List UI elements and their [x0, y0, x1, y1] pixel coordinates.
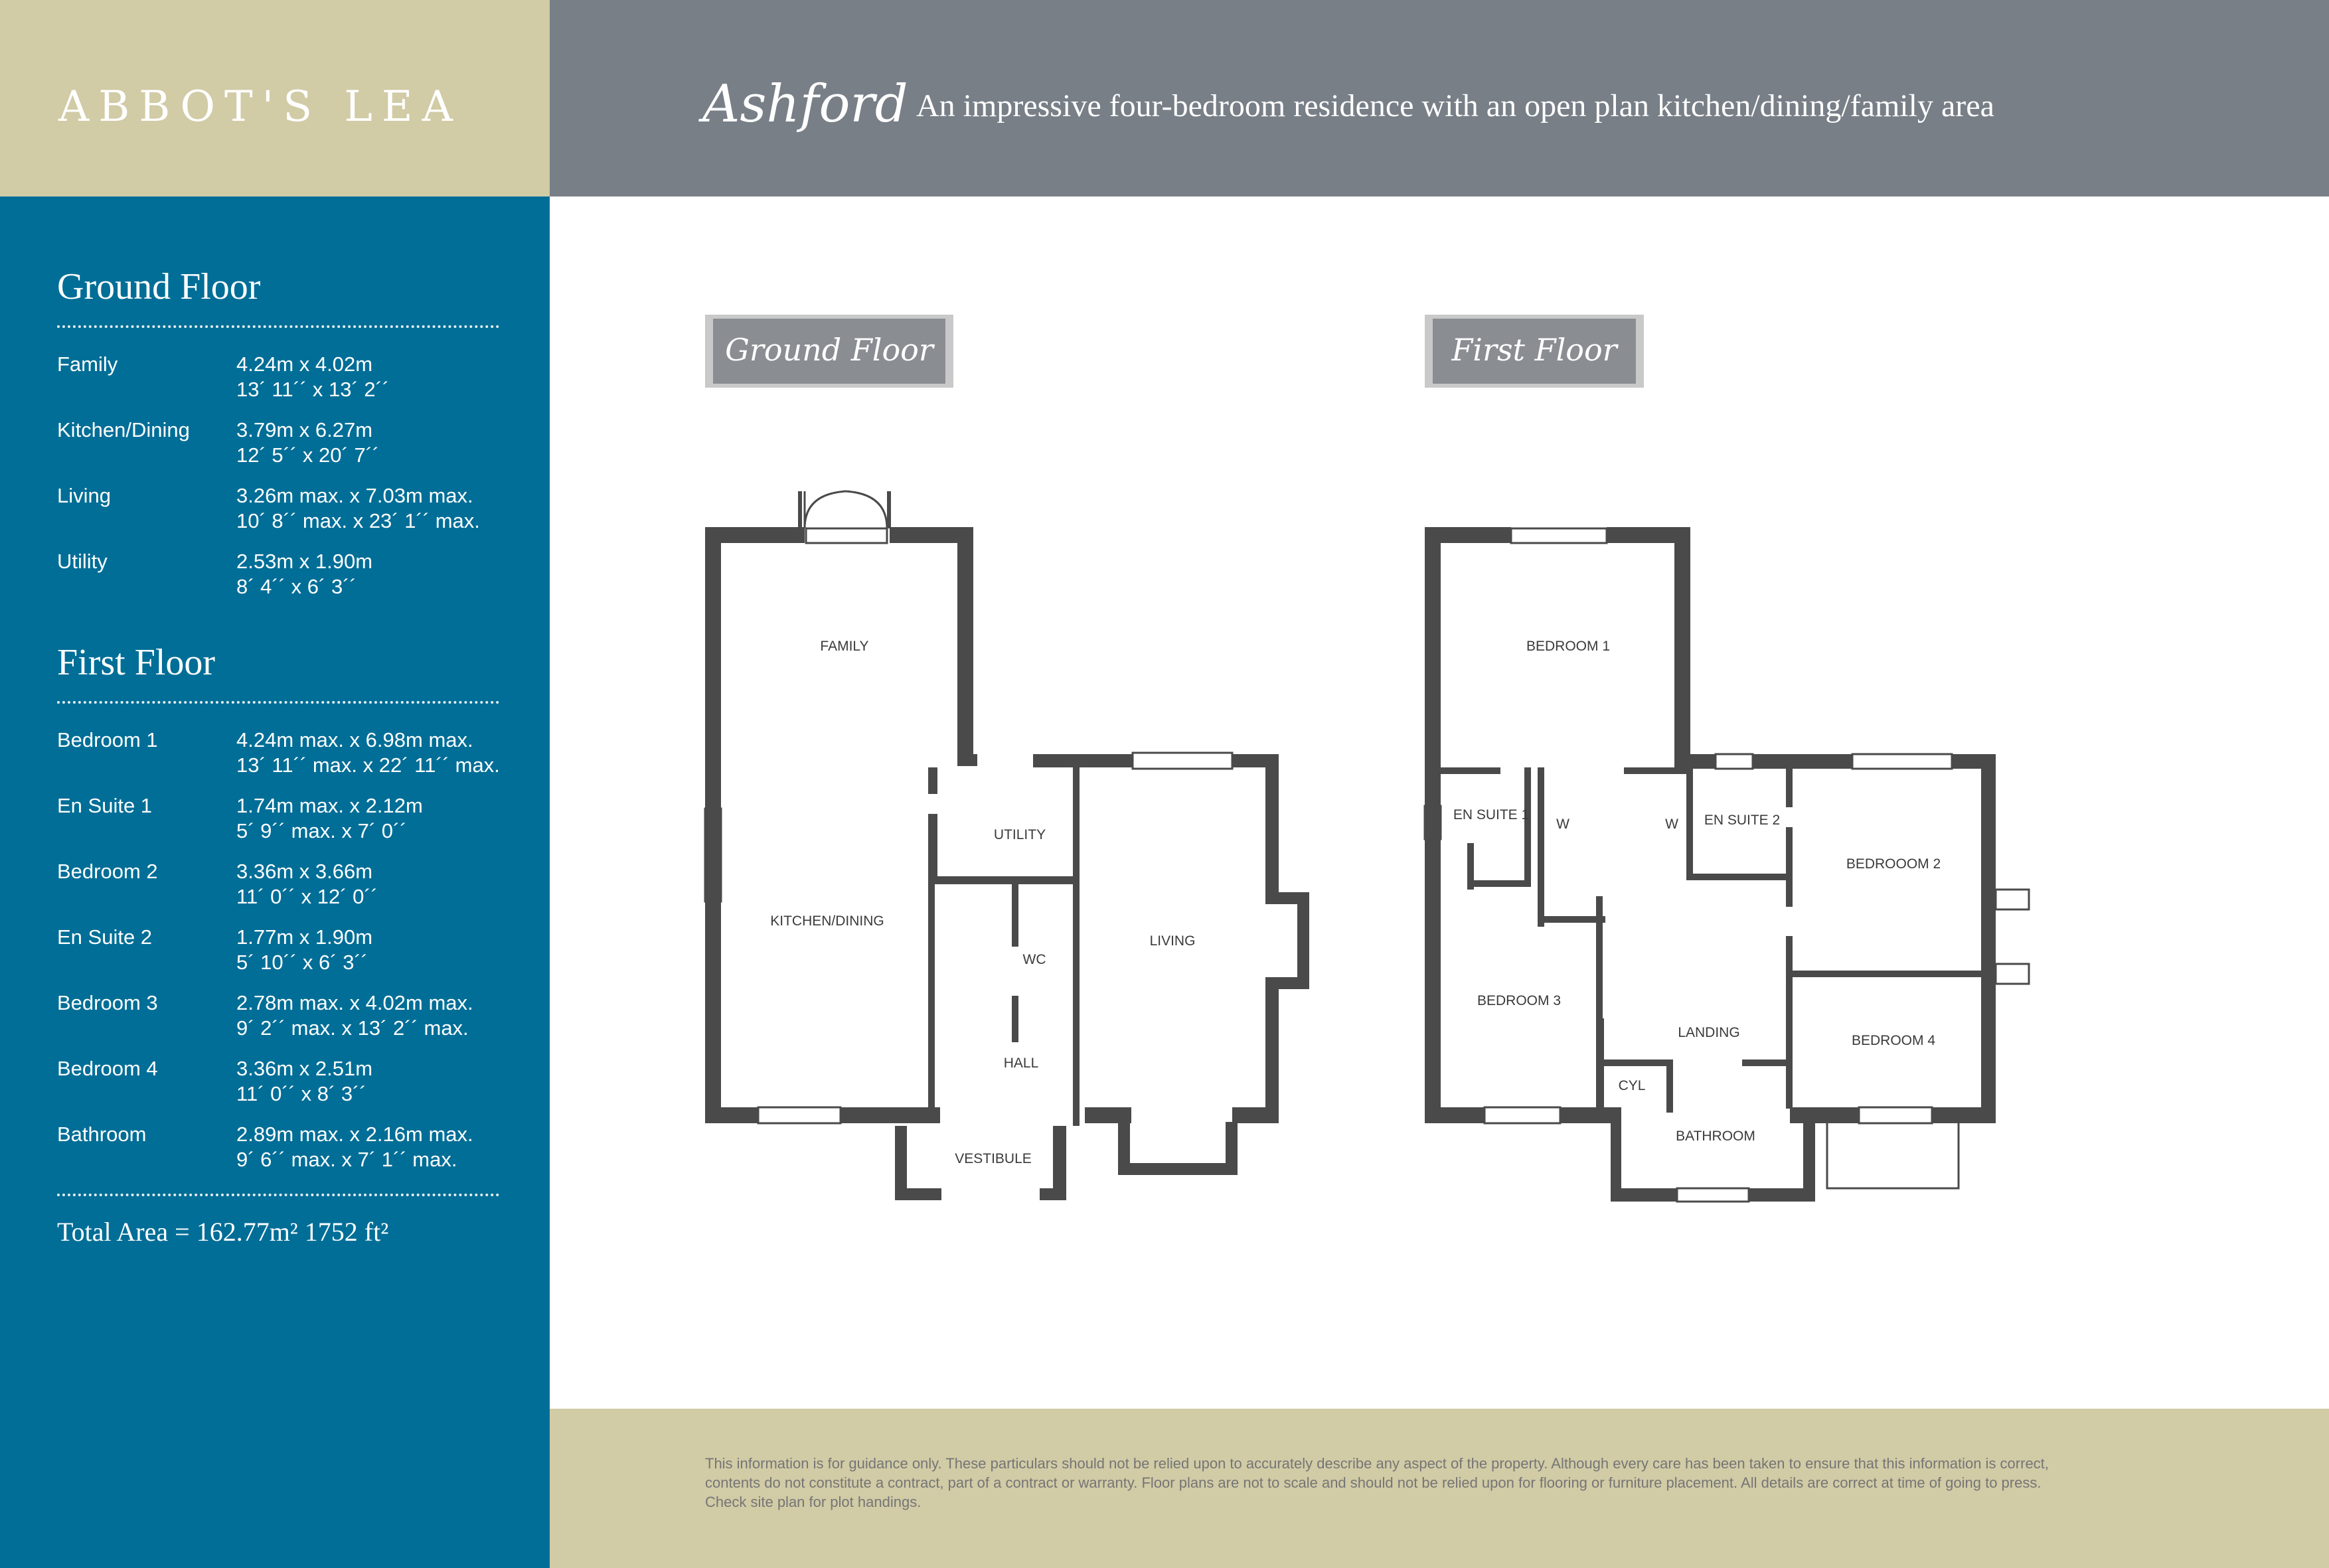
first-floor-tag — [1425, 315, 1644, 388]
room-name: Utility — [57, 550, 108, 573]
room-imperial: 12´ 5´´ x 20´ 7´´ — [236, 443, 380, 467]
room-label-en-suite-1: EN SUITE 1 — [1453, 807, 1530, 823]
first-floor-heading: First Floor — [57, 642, 216, 683]
room-label-bathroom: BATHROOM — [1676, 1129, 1755, 1144]
room-name: Bedroom 1 — [57, 728, 158, 751]
total-area: Total Area = 162.77m² 1752 ft² — [57, 1217, 389, 1247]
room-imperial: 13´ 11´´ max. x 22´ 11´´ max. — [236, 753, 500, 777]
room-imperial: 11´ 0´´ x 8´ 3´´ — [236, 1082, 366, 1105]
house-description: An impressive four-bedroom residence with an open plan kitchen/dining/family area — [916, 88, 1994, 123]
room-metric: 3.36m x 2.51m — [236, 1057, 373, 1080]
room-label-utility: UTILITY — [993, 827, 1046, 842]
room-imperial: 5´ 9´´ max. x 7´ 0´´ — [236, 819, 407, 842]
room-name: Bathroom — [57, 1123, 147, 1146]
ground-floor-plan — [705, 491, 1309, 1200]
room-name: Bedroom 2 — [57, 860, 158, 883]
room-label-hall: HALL — [1003, 1056, 1039, 1071]
room-imperial: 13´ 11´´ x 13´ 2´´ — [236, 378, 390, 401]
room-metric: 2.89m max. x 2.16m max. — [236, 1123, 473, 1146]
room-name: Bedroom 4 — [57, 1057, 158, 1080]
room-metric: 3.79m x 6.27m — [236, 418, 373, 441]
room-metric: 3.26m max. x 7.03m max. — [236, 484, 473, 507]
house-name: Ashford — [702, 74, 908, 134]
room-metric: 4.24m max. x 6.98m max. — [236, 728, 473, 751]
room-label-living: LIVING — [1149, 933, 1196, 949]
room-imperial: 5´ 10´´ x 6´ 3´´ — [236, 951, 368, 974]
room-name: Bedroom 3 — [57, 991, 158, 1014]
disclaimer-text: This information is for guidance only. These particulars should not be relied upon to accurately describe any aspect of the property. Although every care has been taken to ensure that this information is correct, contents do not constitute a contract, part of a contract or warranty. Floor plans are not to scale and should not be relied upon for flooring or furniture placement. All details are correct at time of going to press. Check site plan for plot handings. — [705, 1455, 2049, 1510]
room-label-bedroom-4: BEDROOM 4 — [1851, 1033, 1936, 1048]
room-imperial: 9´ 2´´ max. x 13´ 2´´ max. — [236, 1016, 469, 1040]
room-metric: 2.78m max. x 4.02m max. — [236, 991, 473, 1014]
room-metric: 1.77m x 1.90m — [236, 925, 373, 949]
ground-floor-tag — [705, 315, 953, 388]
room-label-wardrobe: W — [1556, 817, 1569, 832]
room-metric: 4.24m x 4.02m — [236, 353, 373, 376]
first-floor-tag-text: First Floor — [1451, 332, 1617, 368]
room-metric: 2.53m x 1.90m — [236, 550, 373, 573]
room-metric: 1.74m max. x 2.12m — [236, 794, 423, 817]
room-imperial: 11´ 0´´ x 12´ 0´´ — [236, 885, 378, 908]
room-label-landing: LANDING — [1678, 1025, 1740, 1040]
room-name: En Suite 2 — [57, 925, 153, 949]
room-label-wc: WC — [1022, 952, 1046, 967]
room-imperial: 9´ 6´´ max. x 7´ 1´´ max. — [236, 1148, 457, 1171]
room-label-kitchen: KITCHEN/DINING — [770, 913, 884, 929]
room-label-bedroom-2: BEDROOOM 2 — [1846, 856, 1941, 872]
room-metric: 3.36m x 3.66m — [236, 860, 373, 883]
room-label-family: FAMILY — [820, 639, 869, 654]
room-label-en-suite-2: EN SUITE 2 — [1704, 813, 1781, 828]
room-label-cylinder: CYL — [1618, 1078, 1646, 1093]
room-label-vestibule: VESTIBULE — [955, 1151, 1032, 1166]
room-imperial: 10´ 8´´ max. x 23´ 1´´ max. — [236, 509, 480, 532]
room-name: En Suite 1 — [57, 794, 153, 817]
ground-floor-tag-text: Ground Floor — [725, 332, 933, 368]
room-label-bedroom-1: BEDROOM 1 — [1526, 639, 1611, 654]
room-imperial: 8´ 4´´ x 6´ 3´´ — [236, 575, 357, 598]
footer-bar — [550, 1409, 2329, 1568]
brand-name: ABBOT'S LEA — [58, 82, 462, 131]
room-name: Family — [57, 353, 118, 376]
room-label-wardrobe: W — [1665, 817, 1678, 832]
ground-floor-heading: Ground Floor — [57, 266, 261, 307]
room-label-bedroom-3: BEDROOM 3 — [1477, 993, 1562, 1008]
room-name: Living — [57, 484, 111, 507]
room-name: Kitchen/Dining — [57, 418, 190, 441]
